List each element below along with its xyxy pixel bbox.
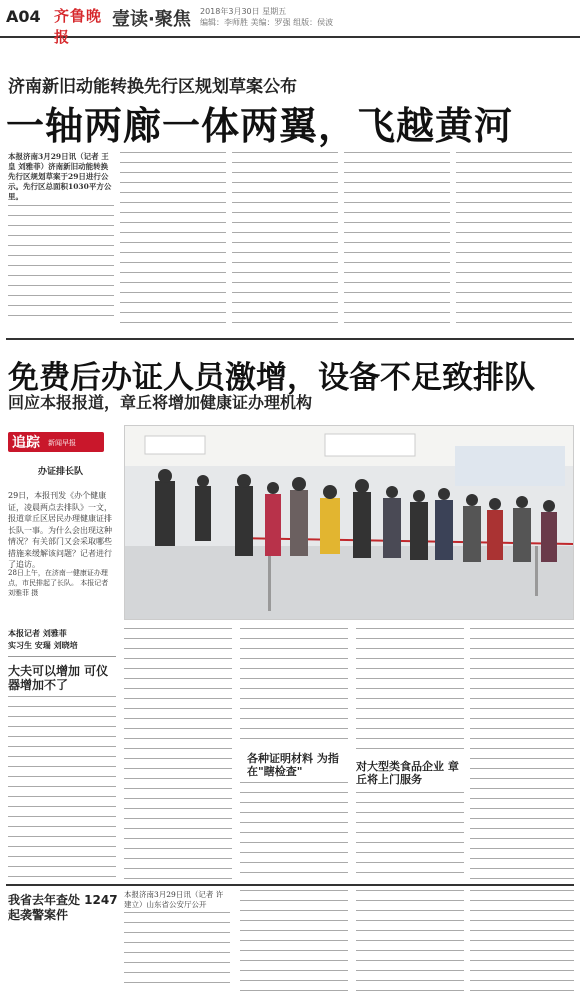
story1-col1	[8, 205, 114, 325]
badge-caption: 办证排长队	[38, 467, 84, 477]
section-title: 壹读·聚焦	[112, 9, 191, 30]
followup-badge	[8, 428, 108, 478]
story2-subhead: 回应本报报道，章丘将增加健康证办理机构	[8, 393, 313, 412]
story3-lead: 本报济南3月29日讯（记者 许建立）山东省公安厅公开	[124, 890, 224, 909]
story1-col5	[456, 152, 572, 327]
story3-col3	[356, 890, 464, 992]
badge-title: 追踪	[12, 435, 40, 451]
story2-subhead-2: 各种证明材料 为指在"瞎检查"	[247, 752, 339, 778]
byline-interns: 实习生 安瑞 刘晓培	[8, 641, 78, 650]
section-divider	[6, 338, 574, 340]
page-number: A04	[6, 7, 41, 26]
story2-col5	[470, 628, 574, 883]
page-header	[0, 0, 580, 46]
story2-byline	[8, 628, 78, 652]
header-meta	[200, 6, 333, 28]
section-divider-2	[6, 884, 574, 886]
story1-col3	[232, 152, 338, 327]
byline-divider	[8, 656, 116, 657]
story2-col3a	[240, 628, 348, 746]
story3-col4	[470, 890, 574, 992]
story2-col3b	[240, 782, 348, 882]
story2-col2	[124, 628, 232, 883]
story1-col2	[120, 152, 226, 327]
editor-credits: 编辑：李师胜 美编：罗强 组版：侯波	[200, 18, 334, 27]
story2-col1	[8, 696, 116, 881]
story2-col4a	[356, 628, 464, 753]
story3-headline: 我省去年查处 1247起袭警案件	[8, 893, 118, 922]
story1-headline: 一轴两廊一体两翼，飞越黄河	[6, 104, 514, 148]
story2-intro: 29日，本报刊发《办个健康证，凌晨两点去排队》一文，报道章丘区居民办理健康证排长队一事。为什么会出现这种情况？有关部门又会采取哪些措施来缓解该问题？记者进行了追访。	[8, 491, 112, 569]
story1-lead: 本报济南3月29日讯（记者 王皇 刘雅菲）济南新旧动能转换先行区规划草案于29日进行公示。先行区总面积1030平方公里。	[8, 152, 112, 201]
story1-kicker: 济南新旧动能转换先行区规划草案公布	[8, 77, 297, 97]
story3-col2	[240, 890, 348, 992]
story1-col4	[344, 152, 450, 327]
newspaper-logo: 齐鲁晚报	[54, 7, 103, 46]
story2-subhead-3: 对大型类食品企业 章丘将上门服务	[356, 760, 459, 786]
story3-col1	[124, 912, 230, 992]
story2-col4b	[356, 792, 464, 882]
story2-subhead-1: 大夫可以增加 可仪器增加不了	[8, 664, 109, 692]
queue-photo	[124, 425, 574, 620]
badge-subtitle: 新闻早报	[48, 439, 76, 447]
issue-date: 2018年3月30日 星期五	[200, 7, 287, 16]
byline-reporter: 本报记者 刘雅菲	[8, 629, 67, 638]
queue-photo-illustration	[125, 426, 574, 620]
photo-caption: 28日上午，在济南一健康证办理点，市民排起了长队。 本报记者 刘雅菲 摄	[8, 569, 109, 597]
story2-headline: 免费后办证人员激增，设备不足致排队	[8, 360, 535, 396]
